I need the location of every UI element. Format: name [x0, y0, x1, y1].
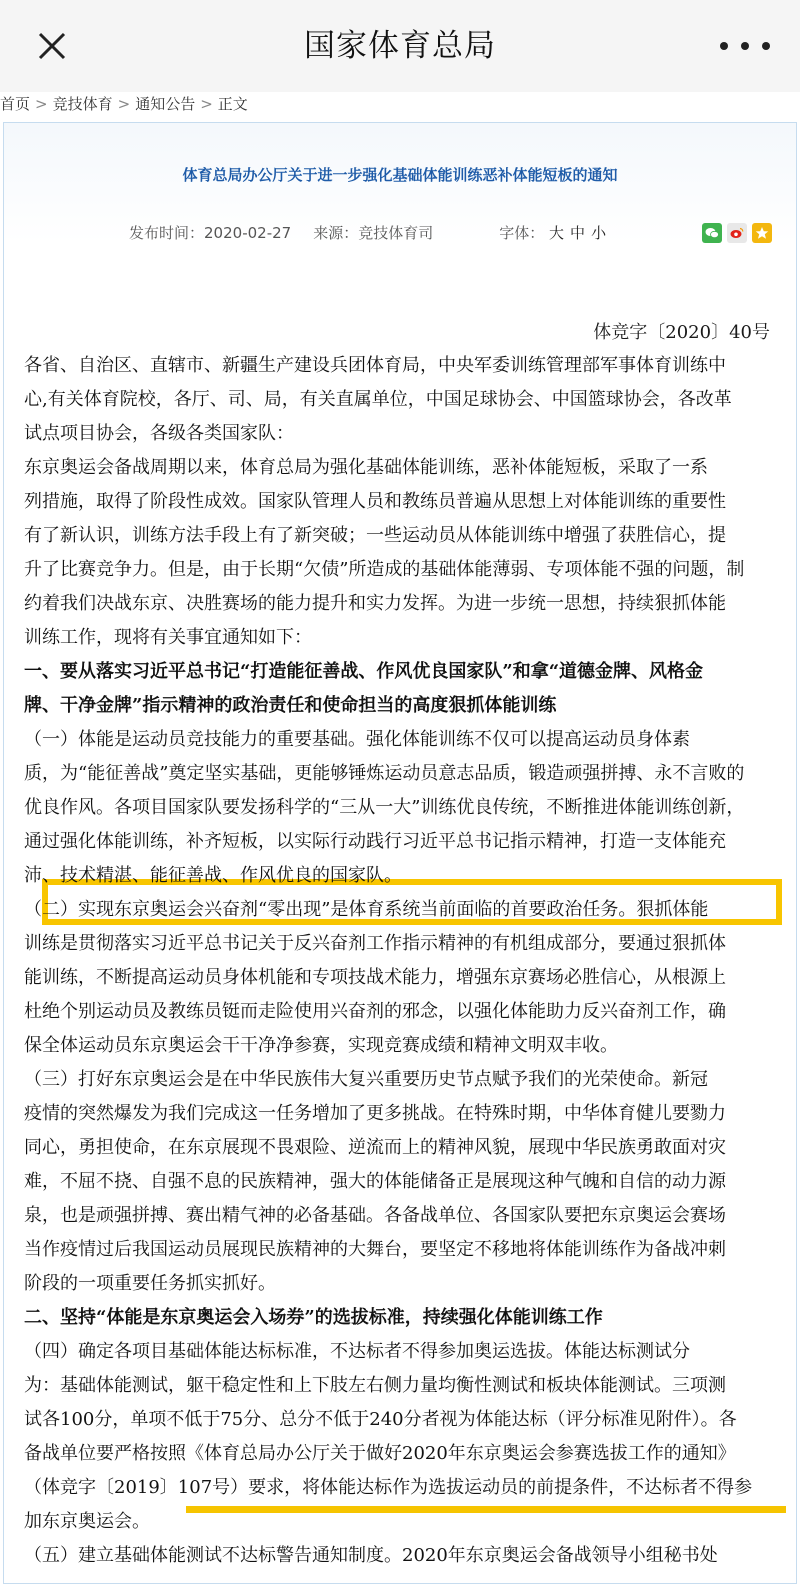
article-line: 试各100分，单项不低于75分、总分不低于240分者视为体能达标（评分标准见附件）。各: [24, 1409, 737, 1430]
source-value: 竞技体育司: [358, 224, 434, 242]
qzone-share-icon[interactable]: [752, 223, 772, 243]
more-dot-icon: [762, 42, 770, 50]
article-line: 列措施，取得了阶段性成效。国家队管理人员和教练员普遍从思想上对体能训练的重要性: [24, 491, 726, 512]
article-line: 保全体运动员东京奥运会干干净净参赛，实现竞赛成绩和精神文明双丰收。: [24, 1035, 618, 1056]
article-line: 难，不屈不挠、自强不息的民族精神，强大的体能储备正是展现这种气魄和自信的动力源: [24, 1171, 726, 1192]
article-line: 升了比赛竞争力。但是，由于长期“欠债”所造成的基础体能薄弱、专项体能不强的问题，制: [24, 559, 745, 580]
document-number: 体竞字〔2020〕40号: [593, 322, 770, 343]
breadcrumb-separator: >: [117, 95, 131, 113]
article-line: 同心，勇担使命，在东京展现不畏艰险、逆流而上的精神风貌，展现中华民族勇敢面对灾: [24, 1137, 726, 1158]
article-line: 试点项目协会，各级各类国家队：: [24, 423, 294, 444]
article-line: 阶段的一项重要任务抓实抓好。: [24, 1273, 276, 1294]
breadcrumb-notices[interactable]: 通知公告: [135, 95, 196, 113]
article-line: 心,有关体育院校，各厅、司、局，有关直属单位，中国足球协会、中国篮球协会，各改革: [24, 389, 732, 410]
share-buttons: [702, 223, 772, 243]
article-line: 优良作风。各项目国家队要发扬科学的“三从一大”训练优良传统，不断推进体能训练创新，: [24, 797, 745, 818]
article-line: 各省、自治区、直辖市、新疆生产建设兵团体育局，中央军委训练管理部军事体育训练中: [24, 355, 726, 376]
breadcrumb-separator: >: [200, 95, 213, 113]
source-label: 来源：: [313, 224, 359, 242]
article-line: 一、要从落实习近平总书记“打造能征善战、作风优良国家队”和拿“道德金牌、风格金: [24, 661, 704, 682]
breadcrumb-current: 正文: [217, 95, 248, 113]
article-line: 通过强化体能训练，补齐短板，以实际行动践行习近平总书记指示精神，打造一支体能充: [24, 831, 726, 852]
font-size-medium[interactable]: 中: [570, 224, 586, 242]
article-line: 当作疫情过后我国运动员展现民族精神的大舞台，要坚定不移地将体能训练作为备战冲刺: [24, 1239, 726, 1260]
article-line: 二、坚持“体能是东京奥运会入场券”的选拔标准，持续强化体能训练工作: [24, 1307, 603, 1328]
font-size-large[interactable]: 大: [549, 224, 565, 242]
article-line: 有了新认识，训练方法手段上有了新突破；一些运动员从体能训练中增强了获胜信心，提: [24, 525, 726, 546]
article-title: 体育总局办公厅关于进一步强化基础体能训练恶补体能短板的通知: [182, 166, 618, 184]
article-line: （二）实现东京奥运会兴奋剂“零出现”是体育系统当前面临的首要政治任务。狠抓体能: [24, 899, 709, 920]
breadcrumb-sports[interactable]: 竞技体育: [52, 95, 113, 113]
article-line: 为：基础体能测试，躯干稳定性和上下肢左右侧力量均衡性测试和板块体能测试。三项测: [24, 1375, 726, 1396]
article-line: 牌、干净金牌”指示精神的政治责任和使命担当的高度狠抓体能训练: [24, 695, 557, 716]
article-line: 加东京奥运会。: [24, 1511, 150, 1532]
publish-date: 2020-02-27: [204, 224, 292, 242]
article-line: 沛、技术精湛、能征善战、作风优良的国家队。: [24, 865, 402, 886]
article-line: 东京奥运会备战周期以来，体育总局为强化基础体能训练，恶补体能短板，采取了一系: [24, 457, 708, 478]
font-size-label: 字体：: [499, 224, 545, 242]
wechat-share-icon[interactable]: [702, 223, 722, 243]
breadcrumb-home[interactable]: 首页: [0, 95, 31, 113]
weibo-share-icon[interactable]: [727, 223, 747, 243]
article-line: 训练工作，现将有关事宜通知如下：: [24, 627, 312, 648]
top-nav-bar: [0, 0, 800, 93]
article-line: 疫情的突然爆发为我们完成这一任务增加了更多挑战。在特殊时期，中华体育健儿要勠力: [24, 1103, 726, 1124]
font-size-small[interactable]: 小: [591, 224, 607, 242]
article-meta: [129, 221, 612, 245]
article-line: 能训练，不断提高运动员身体机能和专项技战术能力，增强东京赛场必胜信心，从根源上: [24, 967, 726, 988]
article-line: （四）确定各项目基础体能达标标准，不达标者不得参加奥运选拔。体能达标测试分: [24, 1341, 690, 1362]
breadcrumb: [0, 92, 800, 118]
more-dot-icon: [741, 42, 749, 50]
article-container: [3, 122, 797, 1584]
article-line: （三）打好东京奥运会是在中华民族伟大复兴重要历史节点赋予我们的光荣使命。新冠: [24, 1069, 708, 1090]
highlight-underline: [186, 1506, 786, 1513]
article-line: 质，为“能征善战”奠定坚实基础，更能够锤炼运动员意志品质，锻造顽强拼搏、永不言败的: [24, 763, 745, 784]
page-title: 国家体育总局: [304, 28, 496, 64]
publish-label: 发布时间：: [129, 224, 205, 242]
article-line: （五）建立基础体能测试不达标警告通知制度。2020年东京奥运会备战领导小组秘书处: [24, 1545, 718, 1566]
article-line: 训练是贯彻落实习近平总书记关于反兴奋剂工作指示精神的有机组成部分，要通过狠抓体: [24, 933, 726, 954]
breadcrumb-separator: >: [35, 95, 48, 113]
article-line: 杜绝个别运动员及教练员铤而走险使用兴奋剂的邪念，以强化体能助力反兴奋剂工作，确: [24, 1001, 726, 1022]
more-options-button[interactable]: [720, 24, 770, 68]
article-line: 泉，也是顽强拼搏、赛出精气神的必备基础。各备战单位、各国家队要把东京奥运会赛场: [24, 1205, 726, 1226]
article-line: （一）体能是运动员竞技能力的重要基础。强化体能训练不仅可以提高运动员身体素: [24, 729, 690, 750]
article-line: 约着我们决战东京、决胜赛场的能力提升和实力发挥。为进一步统一思想，持续狠抓体能: [24, 593, 726, 614]
article-line: 备战单位要严格按照《体育总局办公厅关于做好2020年东京奥运会参赛选拔工作的通知》: [24, 1443, 736, 1464]
more-dot-icon: [720, 42, 728, 50]
article-line: （体竞字〔2019〕107号）要求，将体能达标作为选拔运动员的前提条件，不达标者不得参: [24, 1477, 753, 1498]
